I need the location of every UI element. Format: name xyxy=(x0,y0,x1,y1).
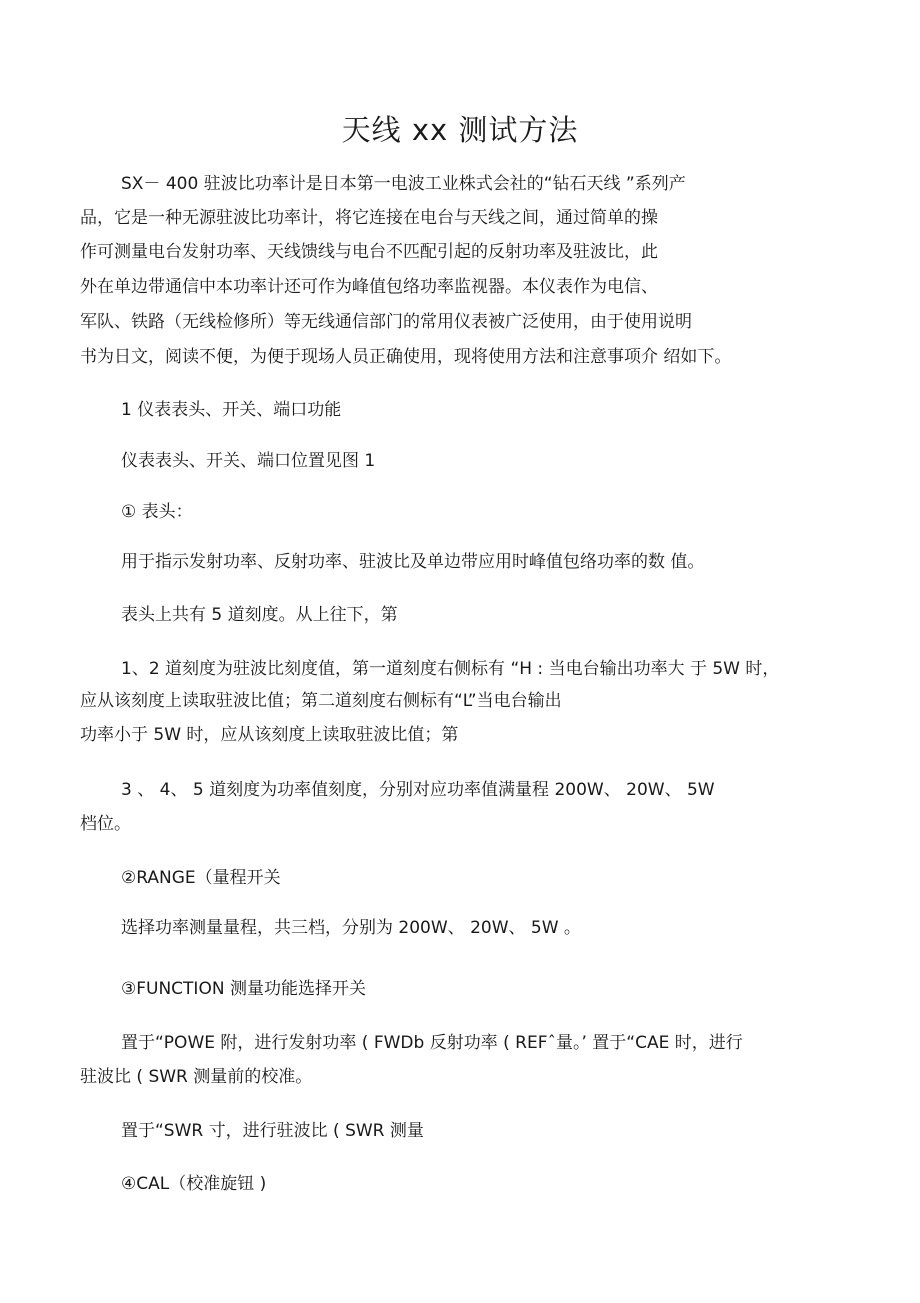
section1-figure-ref: 仪表表头、开关、端口位置见图 1 xyxy=(121,451,376,471)
item2-heading: ②RANGE（量程开关 xyxy=(121,868,281,888)
item2-description: 选择功率测量量程，共三档，分别为 200W、 20W、 5W 。 xyxy=(121,918,581,938)
item3-description-line-1: 置于“POWE 附，进行发射功率 ( FWDb 反射功率 ( REFˆ量。’ 置于“CAE 时，进行 xyxy=(121,1033,743,1053)
item1-scale12-line-3: 功率小于 5W 时，应从该刻度上读取驻波比值；第 xyxy=(80,725,459,745)
intro-line-3: 作可测量电台发射功率、天线馈线与电台不匹配引起的反射功率及驻波比，此 xyxy=(80,242,658,262)
item3-heading: ③FUNCTION 测量功能选择开关 xyxy=(121,979,366,999)
item1-scale345-line-2: 档位。 xyxy=(80,814,131,834)
item1-scales: 表头上共有 5 道刻度。从上往下，第 xyxy=(121,605,398,625)
intro-line-1: SX－ 400 驻波比功率计是日本第一电波工业株式会社的“钻石天线 ”系列产 xyxy=(121,174,686,194)
item1-scale345-line-1: 3 、 4、 5 道刻度为功率值刻度，分别对应功率值满量程 200W、 20W、 5W xyxy=(121,780,715,800)
document-title: 天线 xx 测试方法 xyxy=(341,113,579,147)
intro-line-6: 书为日文，阅读不便，为便于现场人员正确使用，现将使用方法和注意事项介 绍如下。 xyxy=(80,347,732,367)
item3-description-line-2: 驻波比 ( SWR 测量前的校准。 xyxy=(80,1067,313,1087)
intro-line-4: 外在单边带通信中本功率计还可作为峰值包络功率监视器。本仪表作为电信、 xyxy=(80,277,658,297)
intro-line-5: 军队、铁路（无线检修所）等无线通信部门的常用仪表被广泛使用，由于使用说明 xyxy=(80,312,692,332)
item1-scale12-line-2: 应从该刻度上读取驻波比值；第二道刻度右侧标有“L”当电台输出 xyxy=(80,691,562,711)
item1-scale12-line-1: 1、2 道刻度为驻波比刻度值，第一道刻度右侧标有 “H : 当电台输出功率大 于 5W 时， xyxy=(121,659,780,679)
item4-heading: ④CAL（校准旋钮 ) xyxy=(121,1174,267,1194)
item1-heading: ① 表头： xyxy=(121,502,193,522)
section1-heading: 1 仪表表头、开关、端口功能 xyxy=(121,400,342,420)
item3-description-2: 置于“SWR 寸，进行驻波比 ( SWR 测量 xyxy=(121,1121,424,1141)
item1-description: 用于指示发射功率、反射功率、驻波比及单边带应用时峰值包络功率的数 值。 xyxy=(121,552,705,572)
intro-line-2: 品，它是一种无源驻波比功率计，将它连接在电台与天线之间，通过简单的操 xyxy=(80,208,658,228)
